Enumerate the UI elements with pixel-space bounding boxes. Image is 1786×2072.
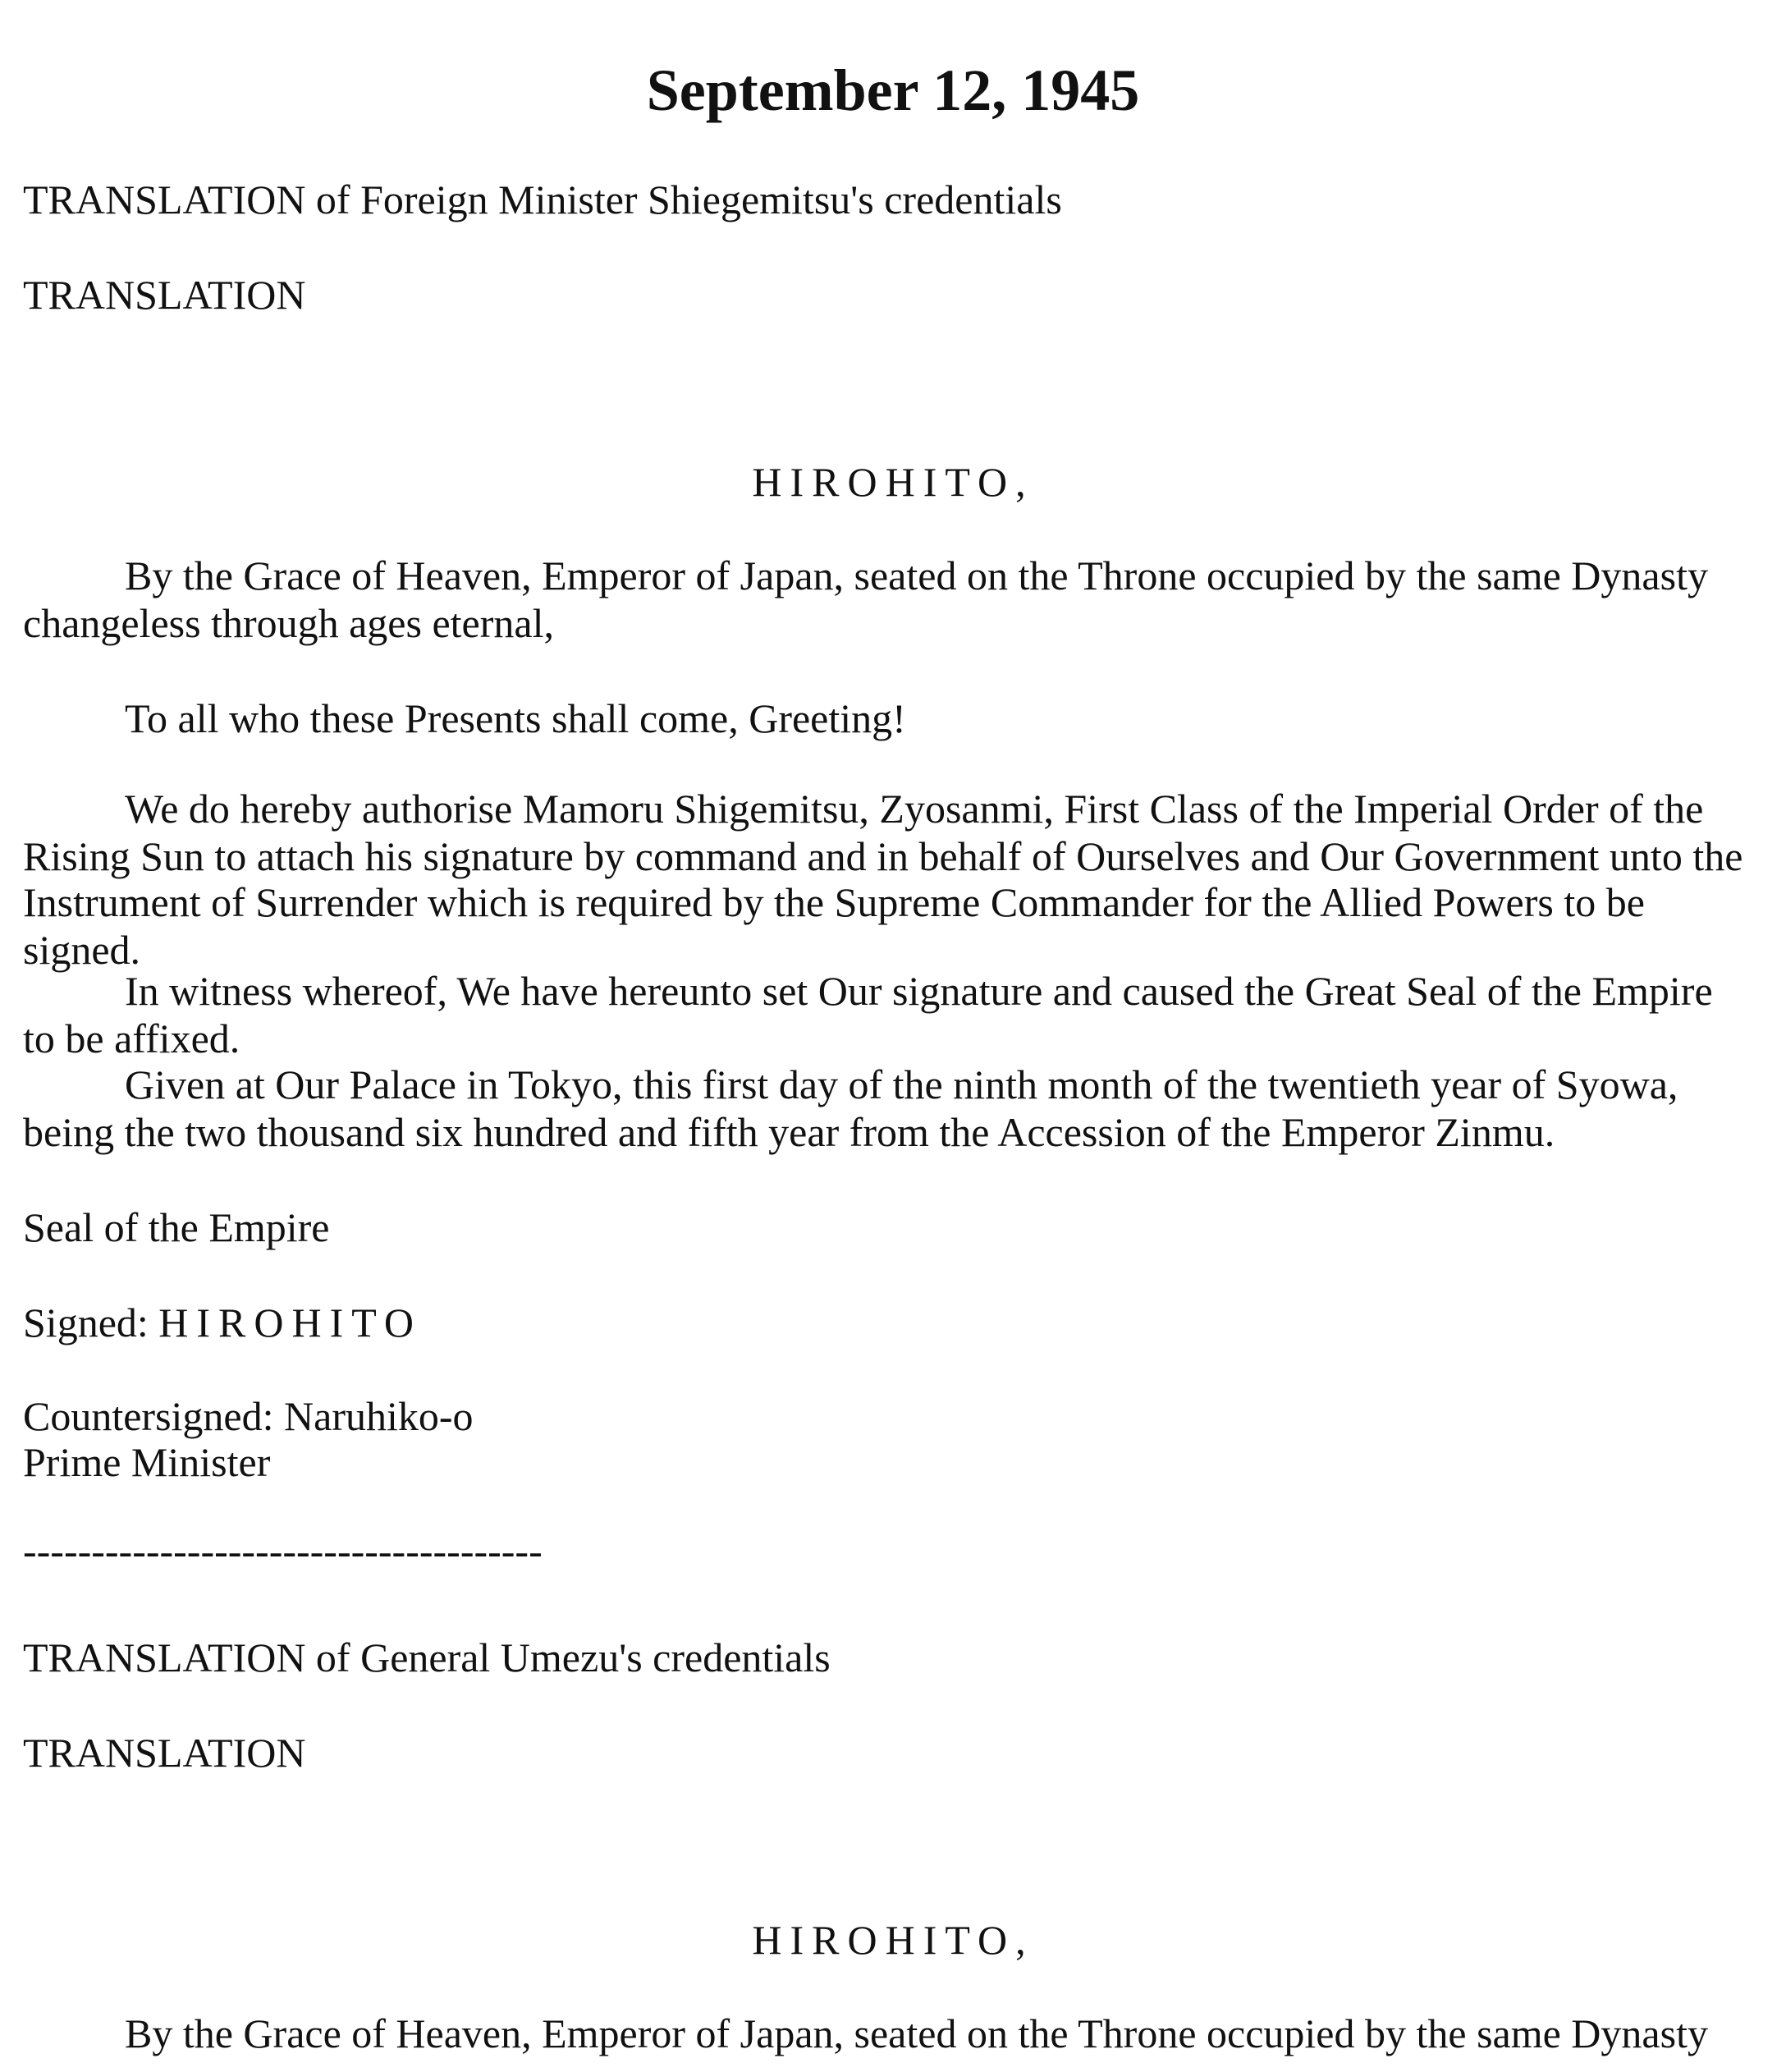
section1-paragraph3-line2: Rising Sun to attach his signature by command and in behalf of Ourselves and Our Government unto the (23, 833, 1743, 879)
signed-label: Signed: (23, 1300, 149, 1345)
countersigned-line: Countersigned: Naruhiko-o (23, 1393, 474, 1439)
signed-line (23, 1299, 422, 1346)
seal-line: Seal of the Empire (23, 1204, 330, 1250)
section1-paragraph3-line1: We do hereby authorise Mamoru Shigemitsu, Zyosanmi, First Class of the Imperial Order of the (125, 786, 1704, 832)
section1-paragraph2-line1: To all who these Presents shall come, Greeting! (125, 695, 906, 741)
section1-subheading: TRANSLATION (23, 272, 306, 318)
section-separator: -------------------------------------- (23, 1528, 543, 1574)
section2-emperor-name: HIROHITO, (752, 1917, 1034, 1963)
section2-paragraph1-line1: By the Grace of Heaven, Emperor of Japan, seated on the Throne occupied by the same Dynasty (125, 2010, 1708, 2056)
section1-paragraph5-line1: Given at Our Palace in Tokyo, this first day of the ninth month of the twentieth year of Syowa, (125, 1061, 1678, 1107)
section1-paragraph1-line2: changeless through ages eternal, (23, 600, 554, 646)
section1-paragraph1-line1: By the Grace of Heaven, Emperor of Japan, seated on the Throne occupied by the same Dynasty (125, 552, 1708, 598)
countersigner-title: Prime Minister (23, 1439, 271, 1485)
section1-heading: TRANSLATION of Foreign Minister Shiegemitsu's credentials (23, 176, 1062, 222)
signed-name: HIROHITO (158, 1300, 423, 1345)
page-title: September 12, 1945 (646, 57, 1140, 123)
section1-paragraph4-line1: In witness whereof, We have hereunto set Our signature and caused the Great Seal of the Empire (125, 968, 1713, 1014)
section2-heading: TRANSLATION of General Umezu's credentials (23, 1634, 831, 1680)
section2-subheading: TRANSLATION (23, 1730, 306, 1776)
section1-paragraph5-line2: being the two thousand six hundred and fifth year from the Accession of the Emperor Zinmu. (23, 1109, 1555, 1155)
section1-paragraph4-line2: to be affixed. (23, 1015, 240, 1061)
section1-emperor-name: HIROHITO, (752, 459, 1034, 505)
section1-paragraph3-line4: signed. (23, 927, 141, 973)
section1-paragraph3-line3: Instrument of Surrender which is required by the Supreme Commander for the Allied Powers to be (23, 879, 1645, 925)
